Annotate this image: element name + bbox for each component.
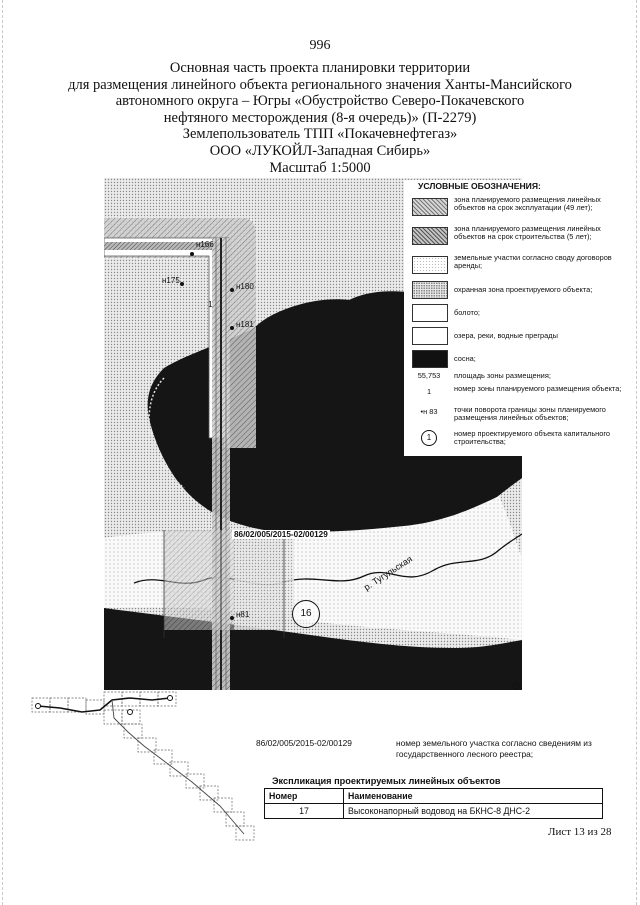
- note-description: номер земельного участка согласно сведениям из государственного лесного реестра;: [396, 738, 592, 759]
- object-number-circle: 16: [292, 600, 320, 628]
- turning-point-label: н166: [196, 240, 214, 249]
- legend-symbol: 1: [426, 387, 432, 396]
- legend-text: сосна;: [454, 354, 476, 363]
- header-line: Землепользователь ТПП «Покачевнефтегаз»: [182, 126, 458, 143]
- legend-text: зона планируемого размещения линейных объектов на срок строительства (5 лет);: [454, 224, 601, 242]
- legend-text: номер зоны планируемого размещения объекта;: [454, 384, 622, 393]
- hatched-gray-swatch: [412, 198, 448, 216]
- column-header: Номер: [265, 789, 344, 804]
- note-parcel-number: 86/02/005/2015-02/00129: [256, 738, 352, 748]
- legend-text: номер проектируемого объекта капитального строительства;: [454, 429, 611, 447]
- header-line: автономного округа – Югры «Обустройство Северо-Покачевского: [115, 93, 525, 110]
- legend-text: площадь зоны размещения;: [454, 371, 551, 380]
- header-line: для размещения линейного объекта регионального значения Ханты-Мансийского: [68, 76, 572, 93]
- turning-point-label: н180: [236, 282, 254, 291]
- header-line: ООО «ЛУКОЙЛ-Западная Сибирь»: [209, 142, 431, 159]
- route-endpoint: [168, 696, 173, 701]
- table-row: [265, 804, 603, 819]
- legend-text: болото;: [454, 308, 480, 317]
- scan-edge-left: [2, 0, 4, 905]
- document-header: [60, 60, 580, 176]
- turning-point-marker: [230, 288, 234, 292]
- object-name-cell: Высоконапорный водовод на БКНС-8 ДНС-2: [344, 804, 603, 819]
- turning-point-label: н175: [162, 276, 180, 285]
- scale-label: Масштаб 1:5000: [269, 159, 371, 176]
- black-swatch: [412, 350, 448, 368]
- dotted-swatch: [412, 281, 448, 299]
- overview-minimap: [30, 688, 260, 848]
- sheet-number: Лист 13 из 28: [548, 826, 612, 838]
- light-dotted-swatch: [412, 256, 448, 274]
- white-swatch: [412, 327, 448, 345]
- turning-point-marker: [230, 326, 234, 330]
- route-endpoint: [36, 704, 41, 709]
- hatched-dark-swatch: [412, 227, 448, 245]
- header-line: Основная часть проекта планировки территории: [169, 60, 471, 76]
- header-line: нефтяного месторождения (8-я очередь)» (П-2279): [163, 109, 477, 126]
- parcel-number-label: 86/02/005/2015-02/00129: [234, 530, 328, 539]
- explication-table: [264, 788, 603, 819]
- legend-symbol: •н 83: [420, 407, 438, 416]
- turning-point-label: н81: [236, 610, 250, 619]
- page-number: 996: [309, 38, 331, 53]
- legend-text: точки поворота границы зоны планируемого размещения линейных объектов;: [454, 405, 606, 423]
- turning-point-label: н181: [236, 320, 254, 329]
- zone-number-label: 1: [208, 300, 213, 309]
- scan-edge-right: [636, 0, 638, 905]
- turning-point-marker: [190, 252, 194, 256]
- legend-text: зона планируемого размещения линейных объектов на срок эксплуатации (49 лет);: [454, 195, 601, 213]
- legend-text: земельные участки согласно своду договоров аренды;: [454, 253, 612, 271]
- explication-title: Экспликация проектируемых линейных объектов: [272, 776, 501, 786]
- map-legend: [404, 180, 624, 456]
- white-swatch: [412, 304, 448, 322]
- legend-text: озера, реки, водные преграды: [454, 331, 558, 340]
- column-header: Наименование: [344, 789, 603, 804]
- route-endpoint: [128, 710, 133, 715]
- legend-text: охранная зона проектируемого объекта;: [454, 285, 593, 294]
- route-branch: [112, 700, 244, 834]
- river-label: р. Тугульская: [362, 553, 415, 593]
- turning-point-marker: [180, 282, 184, 286]
- legend-title: УСЛОВНЫЕ ОБОЗНАЧЕНИЯ:: [418, 181, 541, 191]
- object-number-cell: 17: [265, 804, 344, 819]
- turning-point-marker: [230, 616, 234, 620]
- legend-symbol: 55,753: [417, 371, 441, 380]
- circled-number-icon: 1: [421, 430, 437, 446]
